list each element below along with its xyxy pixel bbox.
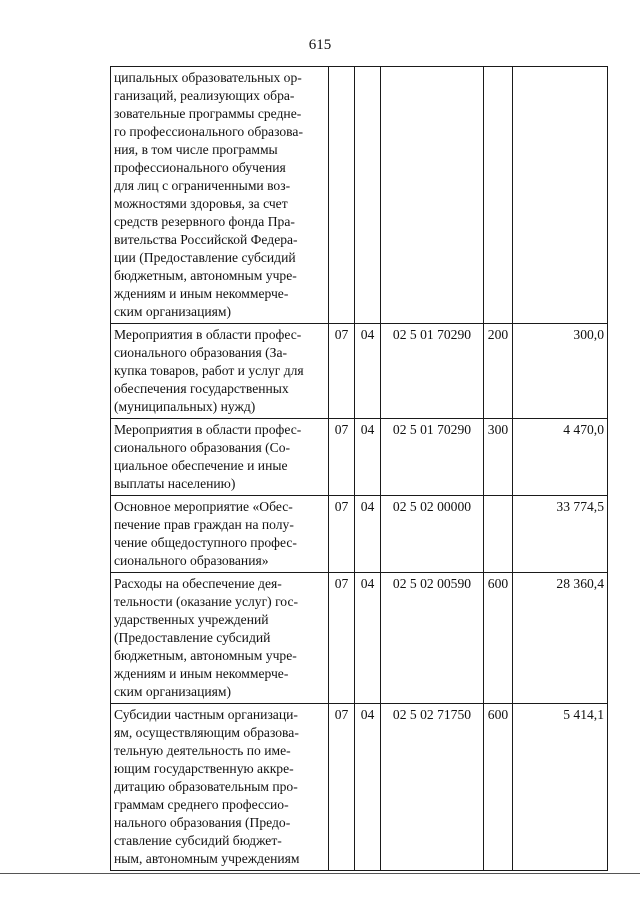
expense-type-code-cell: 200 [484,324,513,419]
expense-name-line: Мероприятия в области профес- [114,422,302,437]
amount-cell: 300,0 [513,324,608,419]
amount-cell: 28 360,4 [513,573,608,704]
expense-name-line: бюджетным, автономным учре- [114,268,297,283]
subsection-code-cell: 04 [355,324,381,419]
expense-name-line: ударственных учреждений [114,612,269,627]
expense-name-line: профессионального обучения [114,160,286,175]
expense-name-line: ющим государственную аккре- [114,761,294,776]
expense-name-line: зовательные программы средне- [114,106,302,121]
expense-name-line: сионального образования (Со- [114,440,291,455]
expense-type-code-cell: 600 [484,704,513,871]
expense-name-line: Основное мероприятие «Обес- [114,499,293,514]
expense-name-line: купка товаров, работ и услуг для [114,363,304,378]
expense-name-line: выплаты населению) [114,476,236,491]
table-row [111,67,608,324]
expense-name-line: ждениям и иным некоммерче- [114,286,289,301]
expense-name-line: можностями здоровья, за счет [114,196,288,211]
expense-name-line: дитацию образовательным про- [114,779,298,794]
expense-name-line: средств резервного фонда Пра- [114,214,295,229]
section-code-cell: 07 [329,573,355,704]
amount-cell: 33 774,5 [513,496,608,573]
subsection-code-cell: 04 [355,573,381,704]
expense-type-code-cell [484,496,513,573]
section-code-cell [329,67,355,324]
table-row [111,573,608,704]
subsection-code-cell: 04 [355,419,381,496]
expense-type-code-cell: 600 [484,573,513,704]
target-article-code-cell: 02 5 02 00590 [381,573,484,704]
expense-name-line: граммам среднего профессио- [114,797,289,812]
table-row [111,419,608,496]
amount-cell: 4 470,0 [513,419,608,496]
target-article-code-cell: 02 5 01 70290 [381,324,484,419]
expense-name-line: ским организациям) [114,304,232,319]
page-number: 615 [308,37,332,53]
expense-name-cell [111,573,329,704]
expense-name-line: тельную деятельность по име- [114,743,291,758]
expense-name-line: Расходы на обеспечение дея- [114,576,282,591]
expense-name-line: ным, автономным учреждениям [114,851,300,866]
expense-name-line: го профессионального образова- [114,124,303,139]
section-code-cell: 07 [329,704,355,871]
expense-name-line: тельности (оказание услуг) гос- [114,594,299,609]
table-row [111,324,608,419]
section-code-cell: 07 [329,496,355,573]
expense-type-code-cell: 300 [484,419,513,496]
subsection-code-cell: 04 [355,704,381,871]
expense-name-line: вительства Российской Федера- [114,232,298,247]
target-article-code-cell: 02 5 02 00000 [381,496,484,573]
expense-name-line: нального образования (Предо- [114,815,291,830]
expense-name-line: циальное обеспечение и иные [114,458,288,473]
section-code-cell: 07 [329,419,355,496]
expense-name-line: ждениям и иным некоммерче- [114,666,289,681]
expense-name-line: (Предоставление субсидий [114,630,271,645]
expense-name-line: бюджетным, автономным учре- [114,648,297,663]
expense-name-cell [111,67,329,324]
expense-name-line: ципальных образовательных ор- [114,70,302,85]
expense-name-line: сионального образования» [114,553,269,568]
target-article-code-cell: 02 5 01 70290 [381,419,484,496]
expense-name-line: (муниципальных) нужд) [114,399,256,414]
target-article-code-cell: 02 5 02 71750 [381,704,484,871]
expense-name-line: чение общедоступного профес- [114,535,297,550]
expense-name-line: Субсидии частным организаци- [114,707,298,722]
expense-name-line: обеспечения государственных [114,381,289,396]
amount-cell [513,67,608,324]
expense-name-cell [111,324,329,419]
expense-name-line: ским организациям) [114,684,232,699]
section-code-cell: 07 [329,324,355,419]
expense-name-cell [111,496,329,573]
expense-name-cell [111,419,329,496]
expense-name-line: печение прав граждан на полу- [114,517,294,532]
expense-name-line: ганизаций, реализующих обра- [114,88,295,103]
target-article-code-cell [381,67,484,324]
scan-bottom-rule [0,873,640,874]
expense-name-line: сионального образования (За- [114,345,288,360]
expense-name-line: ции (Предоставление субсидий [114,250,296,265]
expense-name-line: для лиц с ограниченными воз- [114,178,291,193]
budget-table [110,66,608,871]
table-row [111,496,608,573]
expense-name-line: ям, осуществляющим образова- [114,725,299,740]
expense-name-line: ставление субсидий бюджет- [114,833,282,848]
subsection-code-cell: 04 [355,496,381,573]
expense-type-code-cell [484,67,513,324]
expense-name-cell [111,704,329,871]
expense-name-line: ния, в том числе программы [114,142,278,157]
amount-cell: 5 414,1 [513,704,608,871]
table-row [111,704,608,871]
subsection-code-cell [355,67,381,324]
expense-name-line: Мероприятия в области профес- [114,327,302,342]
